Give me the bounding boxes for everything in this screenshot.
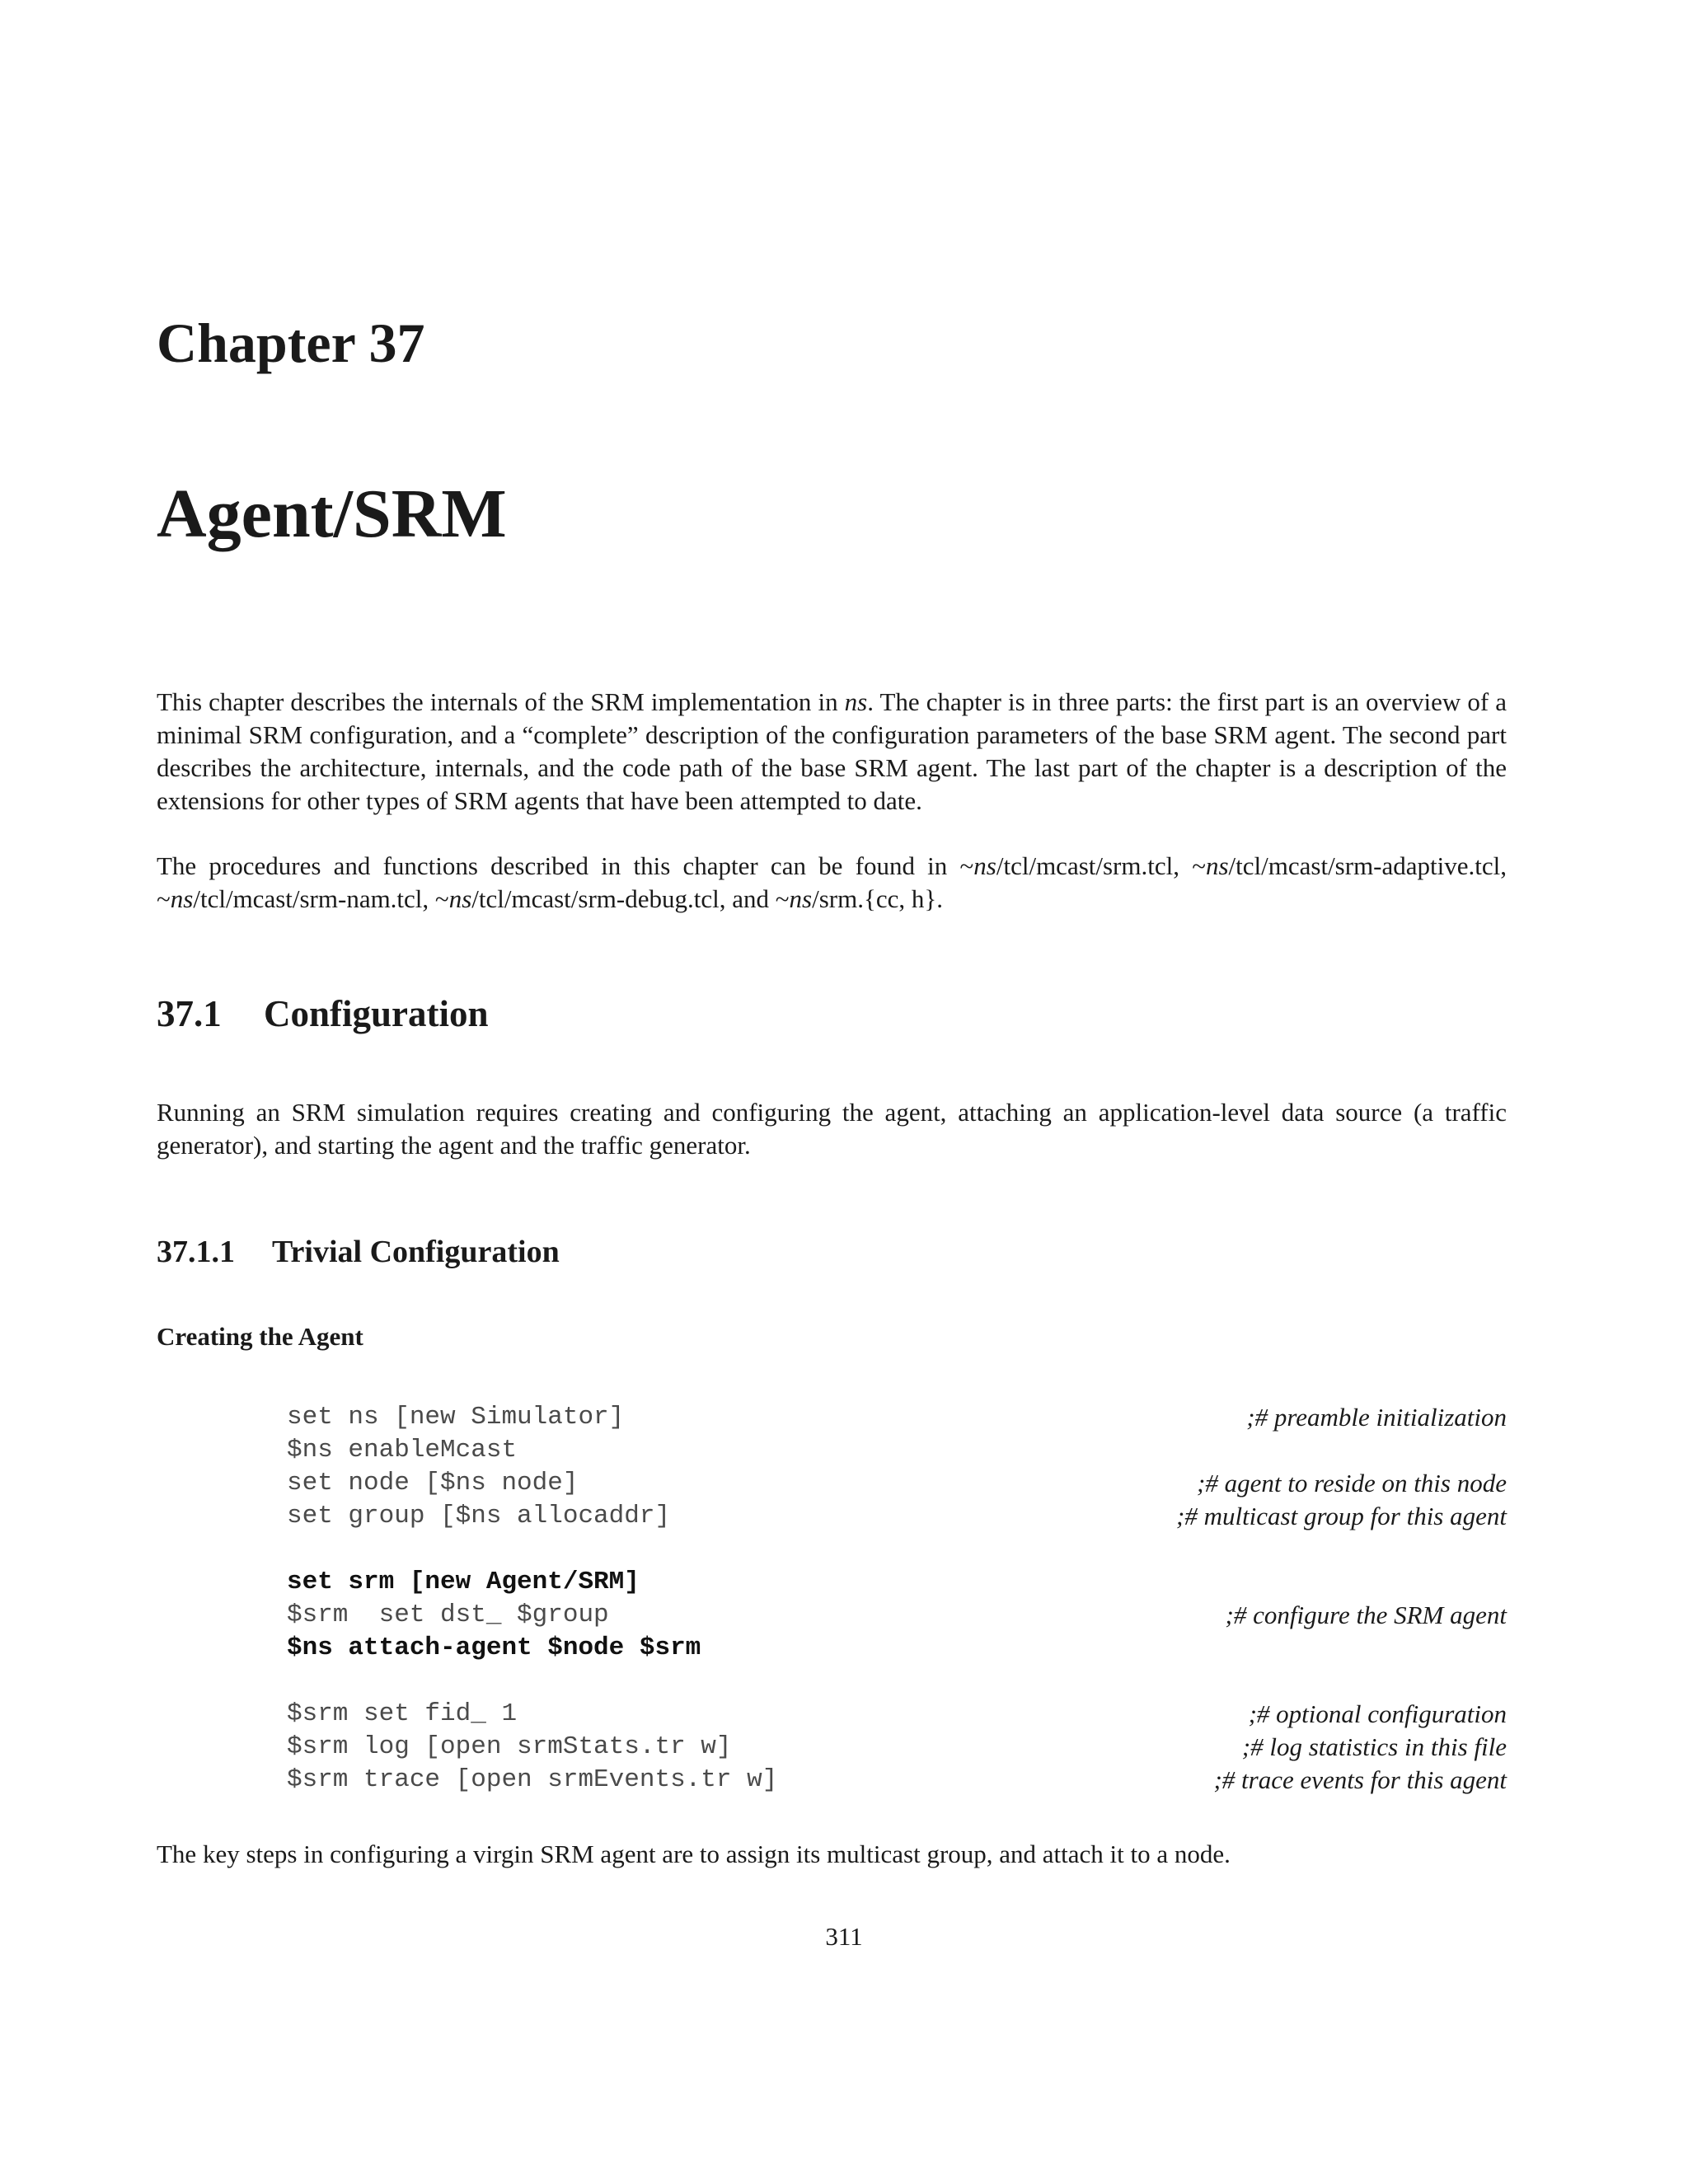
section-number: 37.1 [157,993,222,1034]
code-line [287,1599,1507,1632]
code-text: set group [$ns allocaddr] [287,1502,671,1530]
code-comment: ;# log statistics in this file [1241,1732,1507,1761]
code-line [287,1434,1507,1467]
code-line [287,1401,1507,1434]
code-blank-line [287,1533,1507,1566]
intro-p2-ns-5: ns [789,884,813,913]
subsection-title: Trivial Configuration [272,1235,560,1269]
intro-p2-text-a: The procedures and functions described in this chapter can be found in ~ [157,851,974,880]
intro-p2-ns-3: ns [170,884,194,913]
code-blank-line [287,1665,1507,1698]
intro-p1-ns: ns [844,687,868,716]
intro-p2-text-c: /tcl/mcast/srm-adaptive.tcl, ~ [157,851,1507,913]
code-text: $srm set dst_ $group [287,1601,609,1629]
intro-p1-text-b: . The chapter is in three parts: the first part is an overview of a minimal SRM configuration, and a “complete” description of the configuration parameters of the base SRM agent. The second part describes the architecture, internals, and the code path of the base SRM agent. The last part of the chapter is a description of the extensions for other types of SRM agents that have been attempted to date. [157,687,1507,815]
code-text: $ns enableMcast [287,1436,518,1465]
intro-p2-ns-1: ns [973,851,996,880]
code-text: $ns attach-agent $node $srm [287,1633,701,1662]
code-comment: ;# configure the SRM agent [1225,1601,1507,1629]
code-text: set ns [new Simulator] [287,1403,625,1432]
chapter-title: Agent/SRM [157,476,507,552]
code-line [287,1500,1507,1533]
chapter-label: Chapter 37 [157,312,425,374]
intro-p2-text-d: /tcl/mcast/srm-nam.tcl, ~ [193,884,449,913]
code-text: $srm set fid_ 1 [287,1699,518,1728]
code-text: set node [$ns node] [287,1469,579,1497]
section-paragraph: Running an SRM simulation requires creating and configuring the agent, attaching an application-level data source (a traffic generator), and starting the agent and the traffic generator. [157,1098,1507,1160]
intro-p2-ns-4: ns [448,884,472,913]
closing-paragraph: The key steps in configuring a virgin SRM agent are to assign its multicast group, and attach it to a node. [157,1840,1231,1868]
code-comment: ;# multicast group for this agent [1176,1502,1507,1530]
code-line [287,1764,1507,1797]
intro-p2-ns-2: ns [1205,851,1229,880]
intro-p2-text-e: /tcl/mcast/srm-debug.tcl, and ~ [471,884,790,913]
code-text: $srm trace [open srmEvents.tr w] [287,1765,778,1794]
intro-p1-text-a: This chapter describes the internals of the SRM implementation in [157,687,845,716]
section-title: Configuration [264,993,489,1034]
code-comment: ;# agent to reside on this node [1197,1469,1507,1497]
code-line [287,1731,1507,1764]
subsection-number: 37.1.1 [157,1235,235,1269]
code-line [287,1632,1507,1665]
code-line [287,1566,1507,1599]
code-text: set srm [new Agent/SRM] [287,1568,640,1596]
page-number: 311 [825,1922,863,1951]
section-heading [157,993,489,1034]
code-comment: ;# preamble initialization [1246,1403,1507,1432]
code-comment: ;# trace events for this agent [1213,1765,1507,1794]
intro-p2-text-f: /srm.{cc, h}. [812,884,943,913]
intro-paragraph-2 [157,850,1507,916]
code-comment: ;# optional configuration [1248,1699,1507,1728]
intro-p2-text-b: /tcl/mcast/srm.tcl, ~ [996,851,1206,880]
code-text: $srm log [open srmStats.tr w] [287,1732,732,1761]
paragraph-heading: Creating the Agent [157,1322,363,1351]
code-block [287,1401,1507,1797]
subsection-heading [157,1236,560,1268]
code-line [287,1467,1507,1500]
code-line [287,1698,1507,1731]
intro-paragraph-1 [157,686,1507,818]
